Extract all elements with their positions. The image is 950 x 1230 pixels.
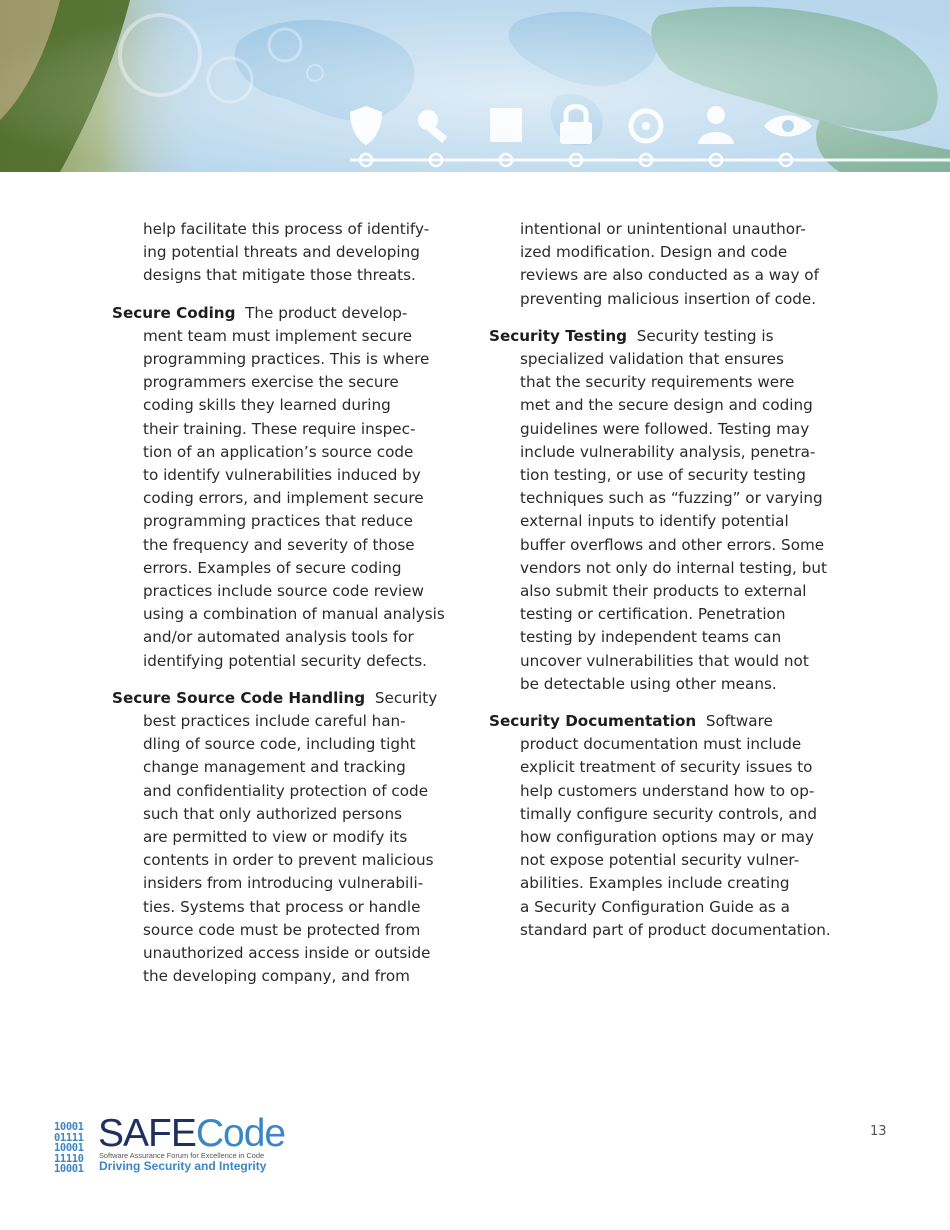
text-line: buffer overflows and other errors. Some [520,535,825,554]
text-line: ties. Systems that process or handle [143,897,421,916]
text-line: product documentation must include [520,735,802,754]
section-heading: Security Testing [489,326,628,345]
logo-wordmark [98,1112,285,1156]
logo-bits-row: 10001 [54,1121,84,1133]
logo-bits-row: 10001 [54,1163,84,1176]
text-line: testing or certification. Penetration [520,605,786,624]
text-line: help customers understand how to op- [520,781,815,800]
logo-bits-row: 11110 [54,1152,84,1165]
text-line: be detectable using other means. [520,674,777,693]
text-line: designs that mitigate those threats. [143,266,416,285]
text-line: the frequency and severity of those [143,535,415,554]
section-security-testing [489,325,845,696]
text-line: programming practices. This is where [143,350,430,369]
text-line: vendors not only do internal testing, but [520,558,827,577]
text-line: abilities. Examples include creating [520,874,790,893]
section-heading: Security Documentation [489,712,697,731]
text-line: tion testing, or use of security testing [520,466,806,485]
text-line: unauthorized access inside or outside [143,944,431,963]
text-line: external inputs to identify potential [520,512,789,531]
text-line: contents in order to prevent malicious [143,851,434,870]
text-line: not expose potential security vulner- [520,851,800,870]
paragraph-continued [112,218,460,288]
text-line: that the security requirements were [520,373,795,392]
text-line: Security testing is [636,326,774,345]
text-line: programming practices that reduce [143,512,413,531]
text-line: reviews are also conducted as a way of [520,266,819,285]
text-line: ment team must implement secure [143,326,413,345]
text-line: the developing company, and from [143,967,410,986]
text-line: using a combination of manual analysis [143,605,445,624]
text-line: The product develop- [245,303,408,322]
section-heading: Secure Coding [112,303,236,322]
text-line: their training. These require inspec- [143,419,416,438]
text-line: identifying potential security defects. [143,651,427,670]
text-line: coding skills they learned during [143,396,391,415]
text-line: practices include source code review [143,582,424,601]
text-line: such that only authorized persons [143,804,402,823]
banner-graphic [0,0,950,172]
text-line: Security [374,688,438,707]
section-first-line [112,687,460,710]
text-line: standard part of product documentation. [520,920,831,939]
text-line: are permitted to view or modify its [143,828,408,847]
section-heading: Secure Source Code Handling [112,688,366,707]
text-line: best practices include careful han- [143,712,406,731]
text-line: to identify vulnerabilities induced by [143,466,421,485]
safecode-logo [54,1112,294,1178]
text-line: help facilitate this process of identify- [143,220,430,238]
section-secure-source-code-handling [112,687,460,989]
paragraph-continued [489,218,845,311]
text-line: guidelines were followed. Testing may [520,419,810,438]
text-line: timally configure security controls, and [520,804,817,823]
text-line: techniques such as “fuzzing” or varying [520,489,823,508]
logo-wordmark-code: Code [195,1112,286,1155]
section-first-line [112,302,460,325]
section-security-documentation [489,710,845,942]
text-line: intentional or unintentional unauthor- [520,220,806,238]
text-line: how configuration options may or may [520,828,814,847]
text-line: a Security Configuration Guide as a [520,897,790,916]
text-line: uncover vulnerabilities that would not [520,651,809,670]
page-number: 13 [870,1124,887,1139]
left-column [112,218,460,1003]
text-line: errors. Examples of secure coding [143,558,402,577]
right-column [489,218,845,956]
logo-binary-icon [54,1122,84,1175]
text-line: insiders from introducing vulnerabili- [143,874,424,893]
section-first-line [489,325,845,348]
text-line: Software [705,712,773,731]
firewall-icon [490,108,522,142]
text-line: ing potential threats and developing [143,243,420,262]
text-line: include vulnerability analysis, penetra- [520,442,816,461]
text-line: ized modification. Design and code [520,243,788,262]
logo-subtitle: Software Assurance Forum for Excellence in Code [99,1151,265,1160]
text-line: met and the secure design and coding [520,396,813,415]
text-line: preventing malicious insertion of code. [520,289,817,308]
text-line: also submit their products to external [520,582,807,601]
logo-bits-row: 10001 [54,1142,84,1155]
text-line: source code must be protected from [143,920,421,939]
text-line: and confidentiality protection of code [143,781,429,800]
logo-wordmark-safe: SAFE [98,1112,196,1155]
text-line: programmers exercise the secure [143,373,399,392]
text-line: testing by independent teams can [520,628,782,647]
text-line: and/or automated analysis tools for [143,628,414,647]
text-line: tion of an application’s source code [143,442,414,461]
text-line: dling of source code, including tight [143,735,416,754]
text-line: specialized validation that ensures [520,350,784,369]
text-line: change management and tracking [143,758,406,777]
logo-tagline: Driving Security and Integrity [99,1159,267,1173]
logo-bits-row: 01111 [54,1131,84,1144]
header-banner [0,0,950,172]
section-secure-coding [112,302,460,673]
text-line: explicit treatment of security issues to [520,758,813,777]
text-line: coding errors, and implement secure [143,489,424,508]
section-first-line [489,710,845,733]
